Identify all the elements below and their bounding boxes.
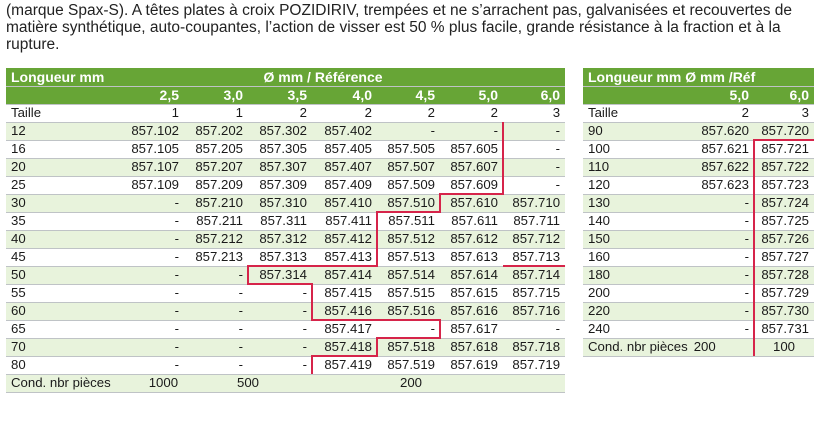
reference-cell: 857.510 bbox=[377, 194, 440, 212]
reference-cell: 857.609 bbox=[440, 176, 503, 194]
reference-cell: - bbox=[440, 122, 503, 140]
length-cell: 90 bbox=[583, 122, 688, 140]
reference-cell: 857.726 bbox=[754, 230, 814, 248]
reference-cell: - bbox=[121, 266, 184, 284]
reference-cell: - bbox=[121, 194, 184, 212]
table-row bbox=[583, 176, 814, 194]
table-row bbox=[6, 230, 565, 248]
reference-cell: - bbox=[377, 320, 440, 338]
reference-cell: 857.727 bbox=[754, 248, 814, 266]
reference-cell: 857.512 bbox=[377, 230, 440, 248]
reference-cell: 857.711 bbox=[503, 212, 565, 230]
reference-cell: 857.202 bbox=[184, 122, 248, 140]
table-row bbox=[6, 194, 565, 212]
cond-value: 500 bbox=[184, 374, 312, 392]
reference-cell: 857.205 bbox=[184, 140, 248, 158]
length-cell: 20 bbox=[6, 158, 121, 176]
reference-cell: 857.623 bbox=[688, 176, 754, 194]
reference-cell: - bbox=[248, 338, 312, 356]
length-cell: 120 bbox=[583, 176, 688, 194]
reference-cell: 857.724 bbox=[754, 194, 814, 212]
table-row bbox=[6, 122, 565, 140]
length-cell: 140 bbox=[583, 212, 688, 230]
reference-cell: 857.710 bbox=[503, 194, 565, 212]
table-row bbox=[583, 320, 814, 338]
reference-cell: - bbox=[503, 122, 565, 140]
reference-cell: 857.210 bbox=[184, 194, 248, 212]
length-cell: 220 bbox=[583, 302, 688, 320]
diameter-row bbox=[583, 86, 814, 104]
length-cell: 150 bbox=[583, 230, 688, 248]
diameter-cell: 5,0 bbox=[688, 86, 754, 104]
table-row bbox=[583, 248, 814, 266]
table-row bbox=[583, 230, 814, 248]
table-row bbox=[6, 302, 565, 320]
reference-cell: 857.610 bbox=[440, 194, 503, 212]
reference-cell: - bbox=[688, 320, 754, 338]
reference-cell: 857.607 bbox=[440, 158, 503, 176]
reference-cell: 857.725 bbox=[754, 212, 814, 230]
reference-cell: 857.416 bbox=[312, 302, 377, 320]
reference-cell: 857.605 bbox=[440, 140, 503, 158]
reference-cell: 857.513 bbox=[377, 248, 440, 266]
reference-cell: 857.305 bbox=[248, 140, 312, 158]
diameter-cell: 6,0 bbox=[754, 86, 814, 104]
reference-cell: 857.412 bbox=[312, 230, 377, 248]
diameter-cell: 6,0 bbox=[503, 86, 565, 104]
intro-text: (marque Spax-S). A têtes plates à croix POZIDIRIV, trempées et ne s’arrachent pas, galvanisées et recouvertes de matière synthétique, auto-coupantes, l’action de visser est 50 % plus facile, grande résistance à la fraction et à la rupture. bbox=[6, 2, 793, 53]
header-reference: Ø mm / Référence bbox=[121, 68, 565, 86]
reference-cell: 857.107 bbox=[121, 158, 184, 176]
cond-row bbox=[6, 374, 565, 392]
reference-cell: 857.622 bbox=[688, 158, 754, 176]
reference-cell: 857.713 bbox=[503, 248, 565, 266]
reference-cell: 857.407 bbox=[312, 158, 377, 176]
length-cell: 40 bbox=[6, 230, 121, 248]
diameter-cell: 5,0 bbox=[440, 86, 503, 104]
reference-cell: - bbox=[503, 176, 565, 194]
reference-cell: 857.730 bbox=[754, 302, 814, 320]
reference-cell: - bbox=[688, 266, 754, 284]
reference-cell: - bbox=[248, 356, 312, 374]
reference-cell: - bbox=[121, 284, 184, 302]
reference-cell: 857.409 bbox=[312, 176, 377, 194]
length-cell: 60 bbox=[6, 302, 121, 320]
reference-cell: 857.302 bbox=[248, 122, 312, 140]
length-cell: 110 bbox=[583, 158, 688, 176]
reference-cell: 857.410 bbox=[312, 194, 377, 212]
reference-cell: 857.729 bbox=[754, 284, 814, 302]
reference-cell: 857.714 bbox=[503, 266, 565, 284]
table-row bbox=[583, 122, 814, 140]
reference-cell: - bbox=[121, 320, 184, 338]
reference-cell: 857.518 bbox=[377, 338, 440, 356]
reference-cell: - bbox=[121, 356, 184, 374]
diameter-cell: 4,0 bbox=[312, 86, 377, 104]
reference-cell: 857.414 bbox=[312, 266, 377, 284]
reference-cell: - bbox=[688, 284, 754, 302]
length-cell: 50 bbox=[6, 266, 121, 284]
reference-cell: 857.309 bbox=[248, 176, 312, 194]
reference-cell: 857.516 bbox=[377, 302, 440, 320]
reference-cell: - bbox=[688, 302, 754, 320]
length-cell: 30 bbox=[6, 194, 121, 212]
reference-cell: 857.611 bbox=[440, 212, 503, 230]
taille-label: Taille bbox=[6, 104, 121, 122]
table-row bbox=[6, 338, 565, 356]
table-row bbox=[6, 212, 565, 230]
reference-cell: 857.519 bbox=[377, 356, 440, 374]
reference-cell: 857.514 bbox=[377, 266, 440, 284]
reference-cell: - bbox=[248, 320, 312, 338]
reference-cell: 857.718 bbox=[503, 338, 565, 356]
reference-cell: 857.507 bbox=[377, 158, 440, 176]
reference-cell: - bbox=[377, 122, 440, 140]
reference-table-left bbox=[6, 68, 565, 393]
reference-cell: 857.615 bbox=[440, 284, 503, 302]
reference-cell: 857.418 bbox=[312, 338, 377, 356]
length-cell: 200 bbox=[583, 284, 688, 302]
reference-cell: 857.209 bbox=[184, 176, 248, 194]
cond-row bbox=[583, 338, 814, 356]
header-row bbox=[6, 68, 565, 86]
reference-cell: 857.109 bbox=[121, 176, 184, 194]
reference-cell: 857.619 bbox=[440, 356, 503, 374]
diameter-cell: 3,0 bbox=[184, 86, 248, 104]
reference-cell: - bbox=[184, 356, 248, 374]
length-cell: 180 bbox=[583, 266, 688, 284]
table-row bbox=[583, 158, 814, 176]
diameter-cell: 3,5 bbox=[248, 86, 312, 104]
reference-cell: 857.417 bbox=[312, 320, 377, 338]
table-row bbox=[6, 284, 565, 302]
reference-cell: 857.731 bbox=[754, 320, 814, 338]
reference-cell: 857.509 bbox=[377, 176, 440, 194]
reference-cell: - bbox=[688, 194, 754, 212]
reference-cell: - bbox=[121, 248, 184, 266]
table-row bbox=[583, 212, 814, 230]
reference-cell: - bbox=[184, 302, 248, 320]
reference-cell: 857.614 bbox=[440, 266, 503, 284]
reference-cell: 857.311 bbox=[248, 212, 312, 230]
table-row bbox=[6, 140, 565, 158]
reference-cell: 857.310 bbox=[248, 194, 312, 212]
reference-cell: - bbox=[184, 320, 248, 338]
reference-cell: 857.612 bbox=[440, 230, 503, 248]
diameter-cell: 2,5 bbox=[121, 86, 184, 104]
table-row bbox=[6, 176, 565, 194]
cond-label: Cond. nbr pièces 1000 bbox=[6, 374, 184, 392]
length-cell: 100 bbox=[583, 140, 688, 158]
reference-cell: 857.722 bbox=[754, 158, 814, 176]
table-row bbox=[583, 194, 814, 212]
taille-cell: 2 bbox=[248, 104, 312, 122]
taille-cell: 1 bbox=[184, 104, 248, 122]
diameter-cell: 4,5 bbox=[377, 86, 440, 104]
reference-cell: 857.211 bbox=[184, 212, 248, 230]
table-row bbox=[6, 248, 565, 266]
length-cell: 240 bbox=[583, 320, 688, 338]
reference-cell: 857.720 bbox=[754, 122, 814, 140]
taille-cell: 3 bbox=[503, 104, 565, 122]
table-row bbox=[6, 320, 565, 338]
length-cell: 160 bbox=[583, 248, 688, 266]
length-cell: 70 bbox=[6, 338, 121, 356]
length-cell: 12 bbox=[6, 122, 121, 140]
table-row bbox=[583, 266, 814, 284]
reference-cell: 857.721 bbox=[754, 140, 814, 158]
reference-cell: 857.413 bbox=[312, 248, 377, 266]
reference-cell: 857.402 bbox=[312, 122, 377, 140]
table-row bbox=[583, 302, 814, 320]
reference-cell: - bbox=[184, 266, 248, 284]
table-row bbox=[6, 158, 565, 176]
reference-cell: 857.715 bbox=[503, 284, 565, 302]
reference-cell: - bbox=[121, 302, 184, 320]
reference-table-right bbox=[583, 68, 814, 357]
right-table-body bbox=[583, 122, 814, 338]
taille-label: Taille bbox=[583, 104, 688, 122]
table-row bbox=[6, 356, 565, 374]
header-row bbox=[583, 68, 814, 86]
reference-cell: - bbox=[503, 140, 565, 158]
cond-value: 100 bbox=[754, 338, 814, 356]
reference-cell: 857.405 bbox=[312, 140, 377, 158]
taille-cell: 2 bbox=[377, 104, 440, 122]
cond-label: Cond. nbr pièces 200 bbox=[583, 338, 754, 356]
reference-cell: 857.411 bbox=[312, 212, 377, 230]
length-cell: 35 bbox=[6, 212, 121, 230]
reference-cell: - bbox=[121, 230, 184, 248]
reference-cell: 857.728 bbox=[754, 266, 814, 284]
length-cell: 55 bbox=[6, 284, 121, 302]
left-table-body bbox=[6, 122, 565, 374]
reference-cell: 857.716 bbox=[503, 302, 565, 320]
cond-value: 200 bbox=[312, 374, 565, 392]
reference-cell: - bbox=[121, 212, 184, 230]
reference-cell: 857.723 bbox=[754, 176, 814, 194]
reference-cell: 857.511 bbox=[377, 212, 440, 230]
taille-cell: 2 bbox=[688, 104, 754, 122]
reference-cell: - bbox=[121, 338, 184, 356]
reference-cell: 857.712 bbox=[503, 230, 565, 248]
reference-cell: - bbox=[688, 212, 754, 230]
table-row bbox=[6, 266, 565, 284]
length-cell: 16 bbox=[6, 140, 121, 158]
reference-cell: 857.620 bbox=[688, 122, 754, 140]
reference-cell: - bbox=[184, 338, 248, 356]
reference-cell: - bbox=[248, 284, 312, 302]
reference-cell: 857.505 bbox=[377, 140, 440, 158]
reference-cell: 857.617 bbox=[440, 320, 503, 338]
reference-cell: 857.618 bbox=[440, 338, 503, 356]
reference-cell: 857.419 bbox=[312, 356, 377, 374]
reference-cell: - bbox=[503, 320, 565, 338]
reference-cell: 857.616 bbox=[440, 302, 503, 320]
reference-cell: 857.102 bbox=[121, 122, 184, 140]
reference-cell: 857.613 bbox=[440, 248, 503, 266]
table-row bbox=[583, 140, 814, 158]
reference-cell: 857.212 bbox=[184, 230, 248, 248]
reference-cell: 857.207 bbox=[184, 158, 248, 176]
length-cell: 25 bbox=[6, 176, 121, 194]
reference-cell: - bbox=[688, 230, 754, 248]
reference-cell: 857.621 bbox=[688, 140, 754, 158]
reference-cell: 857.515 bbox=[377, 284, 440, 302]
taille-cell: 2 bbox=[440, 104, 503, 122]
reference-cell: 857.719 bbox=[503, 356, 565, 374]
reference-cell: 857.312 bbox=[248, 230, 312, 248]
taille-cell: 3 bbox=[754, 104, 814, 122]
length-cell: 45 bbox=[6, 248, 121, 266]
reference-cell: - bbox=[503, 158, 565, 176]
taille-row bbox=[6, 104, 565, 122]
reference-cell: - bbox=[688, 248, 754, 266]
diameter-row bbox=[6, 86, 565, 104]
reference-cell: - bbox=[248, 302, 312, 320]
length-cell: 65 bbox=[6, 320, 121, 338]
reference-cell: - bbox=[184, 284, 248, 302]
reference-cell: 857.415 bbox=[312, 284, 377, 302]
header-length-ref: Longueur mm Ø mm /Réf bbox=[583, 68, 814, 86]
length-cell: 80 bbox=[6, 356, 121, 374]
reference-cell: 857.314 bbox=[248, 266, 312, 284]
table-row bbox=[583, 284, 814, 302]
length-cell: 130 bbox=[583, 194, 688, 212]
reference-cell: 857.313 bbox=[248, 248, 312, 266]
reference-cell: 857.213 bbox=[184, 248, 248, 266]
header-length: Longueur mm bbox=[6, 68, 121, 86]
reference-cell: 857.307 bbox=[248, 158, 312, 176]
reference-cell: 857.105 bbox=[121, 140, 184, 158]
taille-row bbox=[583, 104, 814, 122]
taille-cell: 2 bbox=[312, 104, 377, 122]
taille-cell: 1 bbox=[121, 104, 184, 122]
